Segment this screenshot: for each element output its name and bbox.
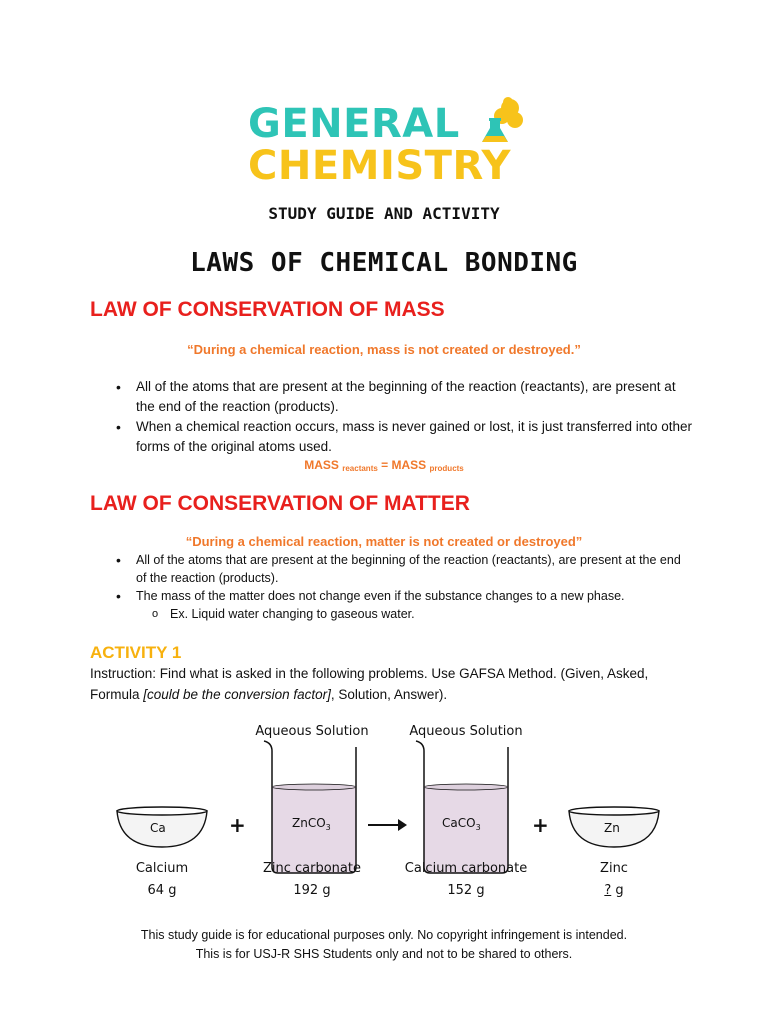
aqueous-label-1: Aqueous Solution xyxy=(255,724,369,739)
instruction-text-start: Instruction: Find what is asked in the following problems. Use GAFSA Method. (Given, Asked, Formula xyxy=(90,666,649,702)
list-item: • All of the atoms that are present at the beginning of the reaction (reactants), are present at the end of the reaction (products). xyxy=(112,377,692,417)
reaction-diagram-graphics xyxy=(0,715,768,905)
zinc-carbonate-formula: ZnCO$_3$ xyxy=(292,816,331,832)
zinc-mass xyxy=(564,883,664,898)
bullet-list-matter xyxy=(112,551,692,623)
unknown-mass: ? xyxy=(604,883,612,898)
calcium-carbonate-name: Calcium carbonate xyxy=(404,861,528,876)
reaction-diagram xyxy=(0,715,768,905)
activity-instruction xyxy=(90,663,690,705)
activity-heading: ACTIVITY 1 xyxy=(90,643,182,662)
calcium-name: Calcium xyxy=(135,861,189,876)
aqueous-label-2: Aqueous Solution xyxy=(409,724,523,739)
logo-line-chemistry: CHEMISTRY xyxy=(248,143,512,189)
calcium-symbol: Ca xyxy=(150,821,166,835)
document-subtitle: STUDY GUIDE AND ACTIVITY xyxy=(268,204,500,223)
instruction-text-end: , Solution, Answer). xyxy=(330,687,448,702)
bullet-list-mass xyxy=(112,377,692,457)
document-footer xyxy=(0,926,768,964)
equation-right-subscript: products xyxy=(429,464,464,473)
calcium-mass: 64 g xyxy=(147,883,177,898)
section-heading-mass: LAW OF CONSERVATION OF MASS xyxy=(90,298,445,321)
zinc-symbol: Zn xyxy=(604,821,620,835)
list-item: • All of the atoms that are present at the beginning of the reaction (reactants), are present at the end of the reaction (products). xyxy=(112,551,692,587)
zinc-mass-unit: g xyxy=(615,883,624,898)
footer-line-2: This is for USJ-R SHS Students only and not to be shared to others. xyxy=(195,947,573,961)
sub-list-item: o Ex. Liquid water changing to gaseous water. xyxy=(112,605,692,623)
section-heading-matter: LAW OF CONSERVATION OF MATTER xyxy=(90,492,470,515)
general-chemistry-logo xyxy=(248,102,538,192)
flask-icon xyxy=(480,96,524,148)
equation-equals: = xyxy=(381,458,389,472)
zinc-name: Zinc xyxy=(600,861,628,876)
zinc-carbonate-name: Zinc carbonate xyxy=(262,861,361,876)
footer-line-1: This study guide is for educational purposes only. No copyright infringement is intended. xyxy=(140,928,628,942)
list-item: • The mass of the matter does not change even if the substance changes to a new phase. xyxy=(112,587,692,605)
plus-sign-2: + xyxy=(532,813,549,837)
document-title: LAWS OF CHEMICAL BONDING xyxy=(190,248,578,278)
quote-mass: “During a chemical reaction, mass is not created or destroyed.” xyxy=(187,342,581,357)
zinc-carbonate-mass: 192 g xyxy=(293,883,331,898)
mass-equation xyxy=(0,458,768,473)
quote-matter: “During a chemical reaction, matter is not created or destroyed” xyxy=(185,534,583,549)
logo-line-general: GENERAL xyxy=(248,101,460,147)
equation-right: MASS xyxy=(391,458,427,472)
calcium-carbonate-formula: CaCO$_3$ xyxy=(442,816,481,832)
plus-sign-1: + xyxy=(229,813,246,837)
list-item: • When a chemical reaction occurs, mass is never gained or lost, it is just transferred into other forms of the original atoms used. xyxy=(112,417,692,457)
equation-left: MASS xyxy=(304,458,339,472)
instruction-text-italic: [could be the conversion factor] xyxy=(143,687,331,702)
equation-left-subscript: reactants xyxy=(342,464,378,473)
calcium-carbonate-mass: 152 g xyxy=(447,883,485,898)
